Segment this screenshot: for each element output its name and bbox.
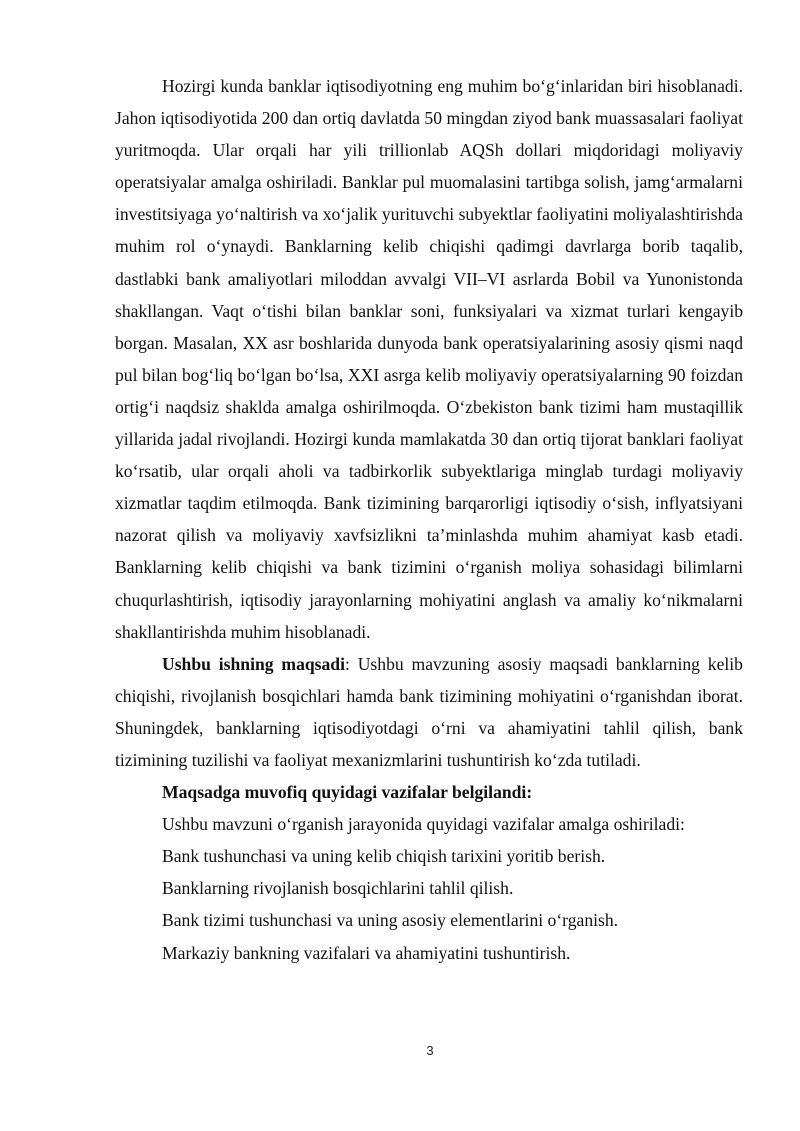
- goal-paragraph: [115, 648, 743, 776]
- tasks-heading: Maqsadga muvofiq quyidagi vazifalar belgilandi:: [162, 782, 533, 803]
- intro-paragraph: Hozirgi kunda banklar iqtisodiyotning eng muhim bo‘g‘inlaridan biri hisoblanadi. Jahon iqtisodiyotida 200 dan ortiq davlatda 50 mingdan ziyod bank muassasalari faoliyat yuritmoqda. Ular orqali har yili trillionlab AQSh dollari miqdoridagi moliyaviy operatsiyalar amalga oshiriladi. Banklar pul muomalasini tartibga solish, jamg‘armalarni investitsiyaga yo‘naltirish va xo‘jalik yurituvchi subyektlar faoliyatini moliyalashtirishda muhim rol o‘ynaydi. Banklarning kelib chiqishi qadimgi davrlarga borib taqalib, dastlabki bank amaliyotlari miloddan avvalgi VII–VI asrlarda Bobil va Yunonistonda shakllangan. Vaqt o‘tishi bilan banklar soni, funksiyalari va xizmat turlari kengayib borgan. Masalan, XX asr boshlarida dunyoda bank operatsiyalarining asosiy qismi naqd pul bilan bog‘liq bo‘lgan bo‘lsa, XXI asrga kelib moliyaviy operatsiyalarning 90 foizdan ortig‘i naqdsiz shaklda amalga oshirilmoqda. O‘zbekiston bank tizimi ham mustaqillik yillarida jadal rivojlandi. Hozirgi kunda mamlakatda 30 dan ortiq tijorat banklari faoliyat ko‘rsatib, ular orqali aholi va tadbirkorlik subyektlariga minglab turdagi moliyaviy xizmatlar taqdim etilmoqda. Bank tizimining barqarorligi iqtisodiy o‘sish, inflyatsiyani nazorat qilish va moliyaviy xavfsizlikni ta’minlashda muhim ahamiyat kasb etadi. Banklarning kelib chiqishi va bank tizimini o‘rganish moliya sohasidagi bilimlarni chuqurlashtirish, iqtisodiy jarayonlarning mohiyatini anglash va amaliy ko‘nikmalarni shakllantirishda muhim hisoblanadi.: [115, 76, 743, 642]
- task-item: Bank tushunchasi va uning kelib chiqish tarixini yoritib berish.: [162, 846, 606, 867]
- goal-label: Ushbu ishning maqsadi: [162, 653, 345, 674]
- page-number: 3: [426, 1043, 434, 1058]
- task-item: Banklarning rivojlanish bosqichlarini tahlil qilish.: [162, 878, 514, 899]
- task-item: Bank tizimi tushunchasi va uning asosiy elementlarini o‘rganish.: [162, 910, 619, 931]
- tasks-intro: Ushbu mavzuni o‘rganish jarayonida quyidagi vazifalar amalga oshiriladi:: [162, 814, 685, 835]
- goal-text: : Ushbu mavzuning asosiy maqsadi banklarning kelib chiqishi, rivojlanish bosqichlari hamda bank tizimining mohiyatini o‘rganishdan iborat. Shuningdek, banklarning iqtisodiyotdagi o‘rni va ahamiyatini tahlil qilish, bank tizimining tuzilishi va faoliyat mexanizmlarini tushuntirish ko‘zda tutiladi.: [115, 653, 743, 770]
- task-item: Markaziy bankning vazifalari va ahamiyatini tushuntirish.: [162, 942, 571, 963]
- document-body: [115, 70, 743, 969]
